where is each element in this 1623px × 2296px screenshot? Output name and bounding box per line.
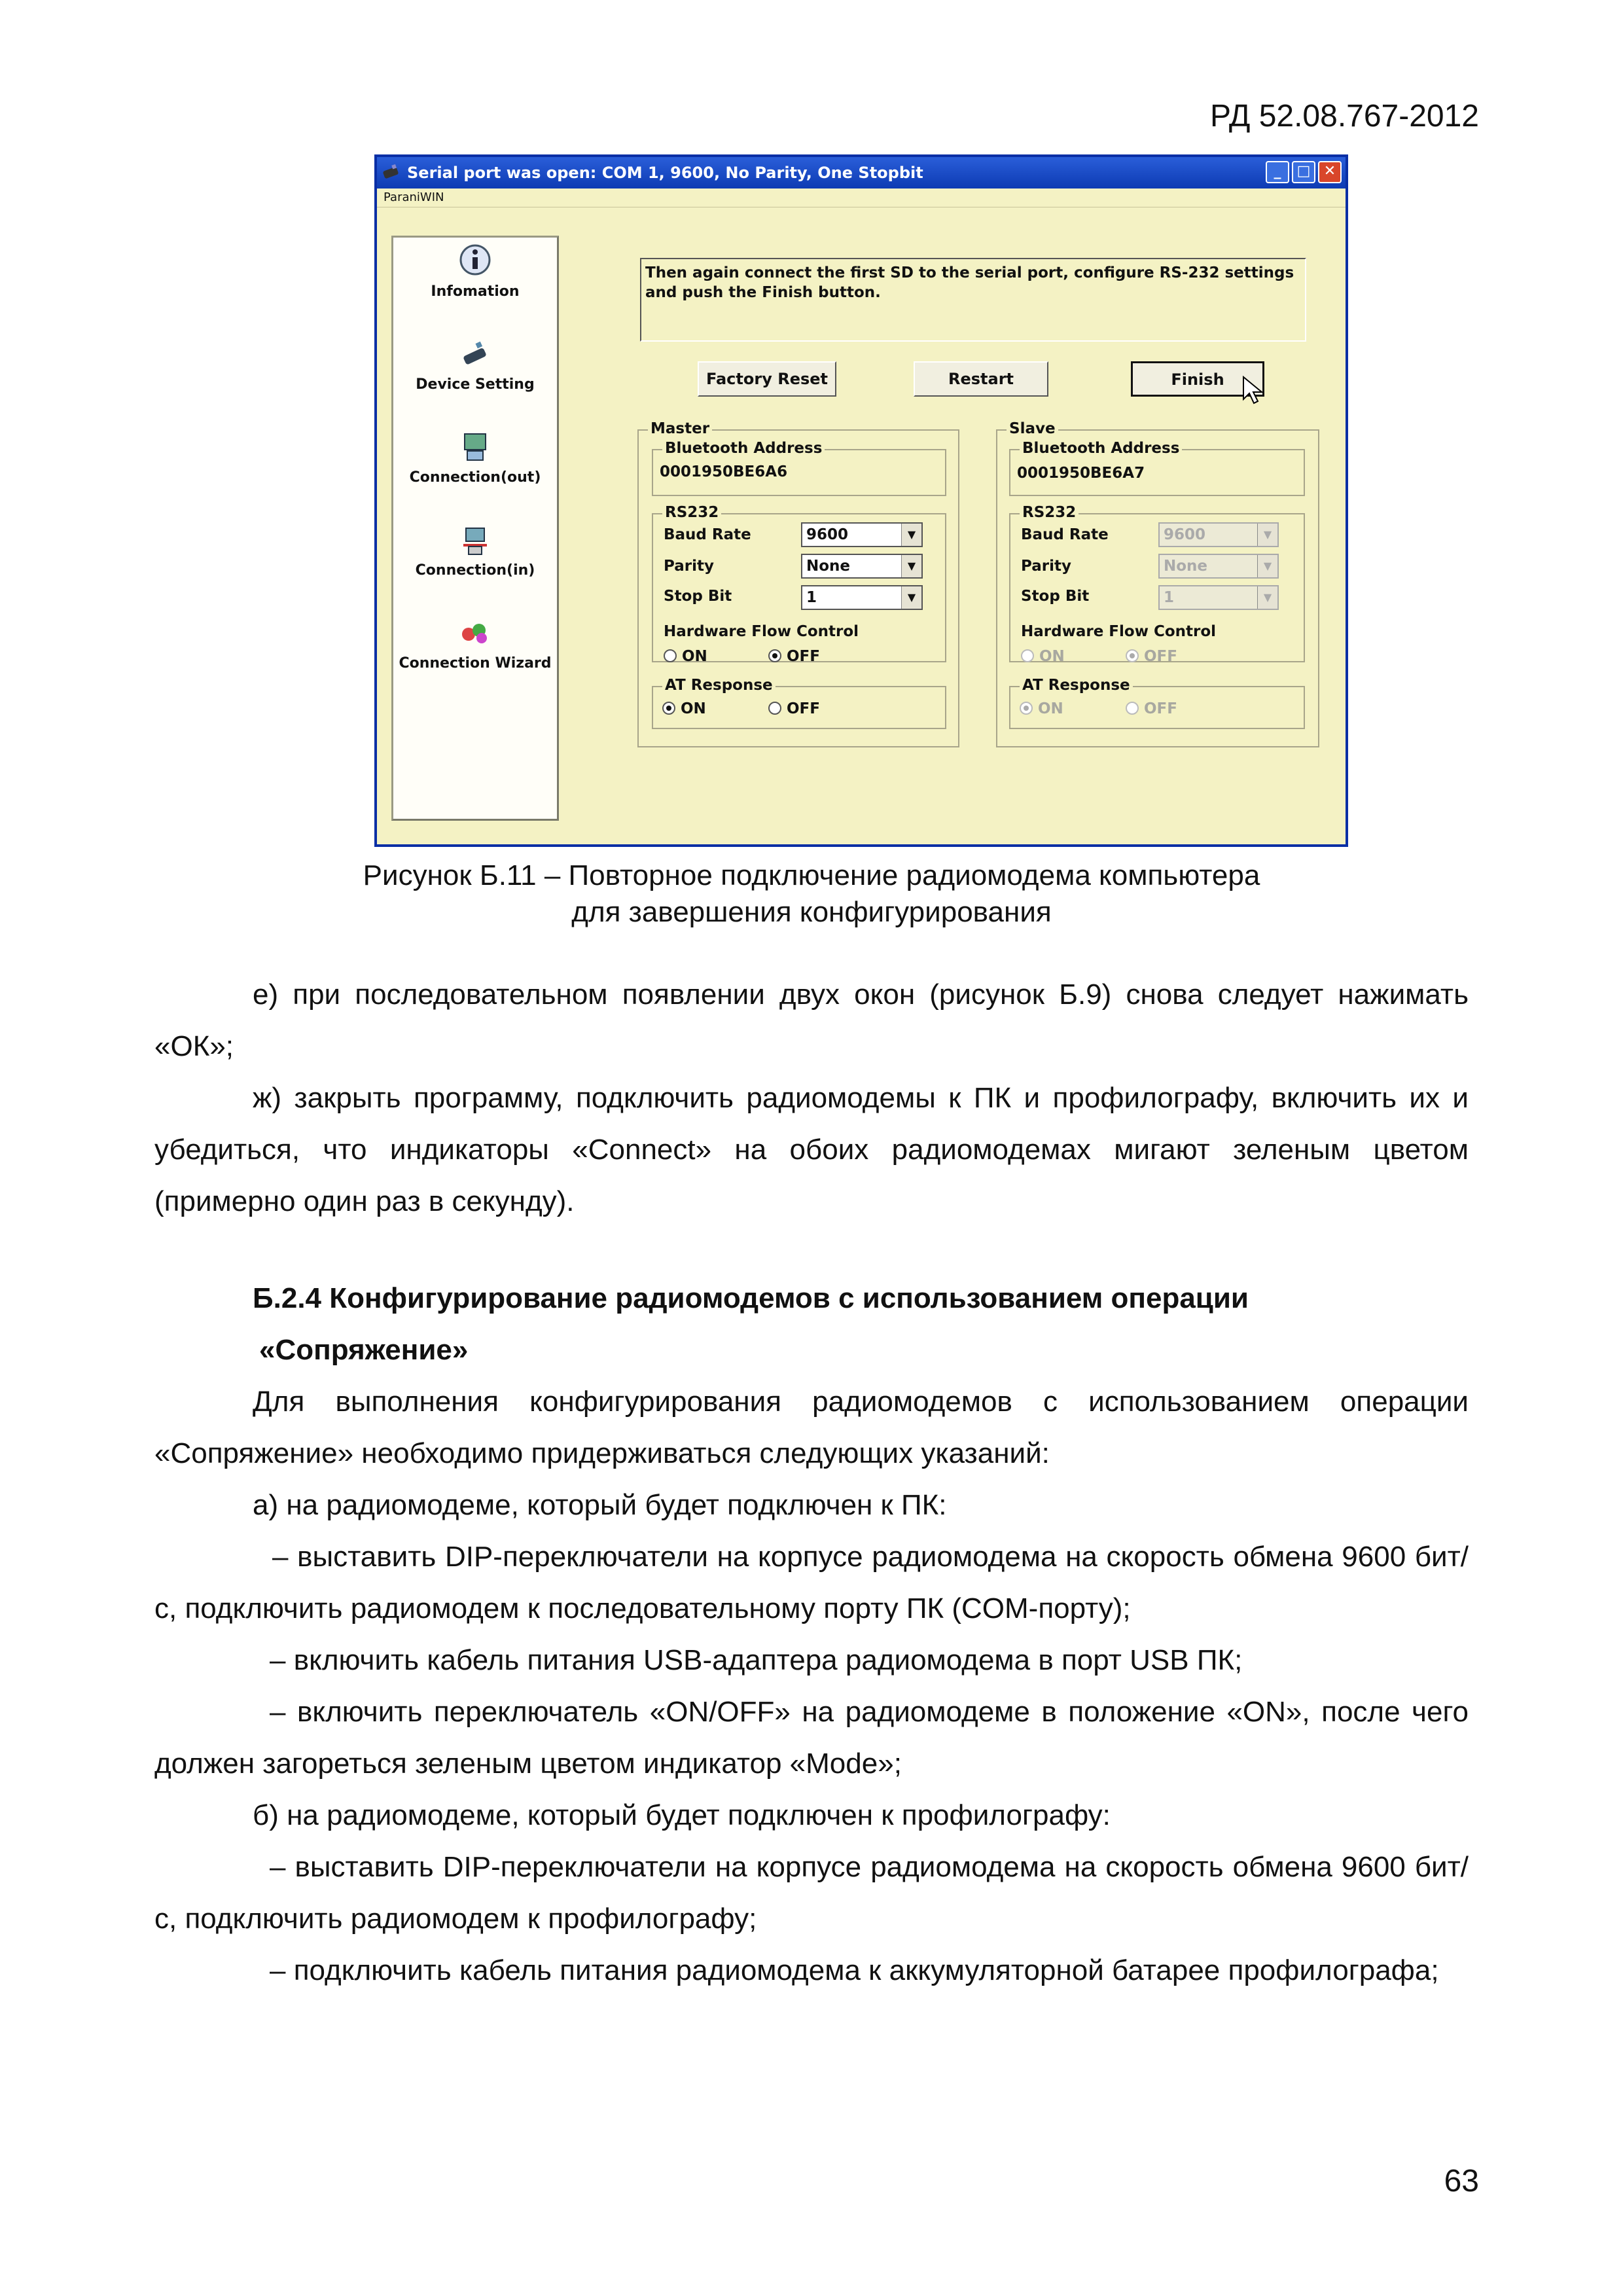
slave-baud-rate-select — [1158, 522, 1279, 547]
mouse-cursor-icon — [1242, 376, 1264, 404]
sidebar-item-label: Connection(in) — [415, 562, 535, 579]
master-rs232-group — [652, 504, 946, 665]
master-hfc-off-radio[interactable] — [768, 648, 820, 665]
slave-parity-select — [1158, 554, 1279, 579]
slave-hfc-off-radio — [1126, 648, 1177, 665]
stop-bit-label: Stop Bit — [664, 588, 732, 605]
close-button[interactable]: ✕ — [1318, 161, 1342, 183]
baud-rate-label: Baud Rate — [664, 526, 751, 543]
paragraph-zh: ж) закрыть программу, подключить радиомодемы к ПК и профилографу, включить их и убедиться, что индикаторы «Connect» на обоих радиомодемах мигают зеленым цветом (примерно один раз в секунду). — [154, 1082, 1469, 1217]
rs232-label: RS232 — [1020, 504, 1079, 521]
combo-value: 9600 — [806, 526, 849, 543]
master-group — [637, 420, 959, 747]
combo-value: None — [1164, 558, 1208, 575]
sidebar-item-label: Infomation — [431, 283, 520, 300]
sidebar-item-label: Device Setting — [416, 376, 535, 393]
info-icon — [457, 243, 493, 279]
master-hfc-on-radio[interactable] — [664, 648, 707, 665]
radio-dot — [1020, 702, 1033, 715]
stop-bit-label: Stop Bit — [1021, 588, 1090, 605]
sidebar-item-connection-in[interactable] — [393, 522, 557, 609]
radio-dot — [1126, 702, 1139, 715]
message-line: and push the Finish button. — [645, 284, 881, 301]
master-bt-address-group — [652, 440, 946, 496]
radio-dot — [768, 649, 781, 662]
chevron-down-icon[interactable]: ▼ — [901, 555, 921, 577]
radio-label: OFF — [787, 648, 820, 665]
radio-label: OFF — [1144, 700, 1177, 717]
master-parity-select[interactable] — [801, 554, 923, 579]
section-heading-line1: Б.2.4 Конфигурирование радиомодемов с использованием операции — [253, 1282, 1249, 1314]
slave-rs232-group — [1009, 504, 1305, 665]
radio-dot — [1021, 649, 1034, 662]
figure-caption-line1: Рисунок Б.11 – Повторное подключение радиомодема компьютера — [363, 859, 1260, 891]
parity-label: Parity — [664, 558, 714, 575]
radio-label: ON — [682, 648, 707, 665]
radio-dot — [768, 702, 781, 715]
chevron-down-icon[interactable]: ▼ — [901, 586, 921, 609]
bt-address-label: Bluetooth Address — [1020, 440, 1182, 457]
baud-rate-label: Baud Rate — [1021, 526, 1109, 543]
device-icon — [457, 336, 493, 372]
master-title: Master — [648, 420, 712, 437]
slave-at-on-radio — [1020, 700, 1063, 717]
paragraph-b-item2: – подключить кабель питания радиомодема к аккумуляторной батарее профилографа; — [270, 1954, 1439, 1986]
combo-value: 9600 — [1164, 526, 1206, 543]
wizard-icon — [457, 615, 493, 651]
slave-at-response-group — [1009, 677, 1305, 729]
window-titlebar[interactable] — [377, 157, 1346, 188]
paragraph-e: е) при последовательном появлении двух окон (рисунок Б.9) снова следует нажимать «ОК»; — [154, 978, 1469, 1062]
radio-label: ON — [1039, 648, 1065, 665]
chevron-down-icon[interactable]: ▼ — [901, 524, 921, 546]
chevron-down-icon: ▼ — [1257, 524, 1277, 546]
slave-hfc-on-radio — [1021, 648, 1065, 665]
connection-in-icon — [457, 522, 493, 558]
sidebar — [391, 236, 559, 821]
slave-title: Slave — [1007, 420, 1058, 437]
chevron-down-icon: ▼ — [1257, 586, 1277, 609]
radio-label: OFF — [1144, 648, 1177, 665]
slave-bt-address: 0001950BE6A7 — [1017, 465, 1145, 482]
sidebar-item-device-setting[interactable] — [393, 336, 557, 423]
radio-label: ON — [681, 700, 706, 717]
section-heading-line2: «Сопряжение» — [259, 1334, 469, 1366]
instruction-message — [640, 258, 1306, 342]
hardware-flow-control-label: Hardware Flow Control — [664, 623, 859, 640]
chevron-down-icon: ▼ — [1257, 555, 1277, 577]
slave-group — [996, 420, 1319, 747]
page-number: 63 — [1444, 2164, 1479, 2198]
sidebar-item-information[interactable] — [393, 243, 557, 331]
radio-dot — [662, 702, 675, 715]
sidebar-item-connection-wizard[interactable] — [393, 615, 557, 702]
master-at-on-radio[interactable] — [662, 700, 706, 717]
app-name-bar: ParaniWIN — [377, 188, 1346, 207]
bt-address-label: Bluetooth Address — [662, 440, 825, 457]
paragraph-b-item1: – выставить DIP-переключатели на корпусе радиомодема на скорость обмена 9600 бит/с, подключить радиомодем к профилографу; — [154, 1851, 1469, 1935]
slave-stop-bit-select — [1158, 585, 1279, 610]
master-stop-bit-select[interactable] — [801, 585, 923, 610]
paragraph-a: а) на радиомодеме, который будет подключен к ПК: — [253, 1489, 947, 1521]
parani-window — [374, 154, 1348, 847]
at-response-label: AT Response — [1020, 677, 1133, 694]
combo-value: 1 — [806, 589, 817, 606]
maximize-button[interactable]: □ — [1292, 161, 1315, 183]
hardware-flow-control-label: Hardware Flow Control — [1021, 623, 1217, 640]
master-baud-rate-select[interactable] — [801, 522, 923, 547]
rs232-label: RS232 — [662, 504, 721, 521]
sidebar-item-label: Connection Wizard — [399, 655, 552, 672]
at-response-label: AT Response — [662, 677, 776, 694]
radio-dot — [1126, 649, 1139, 662]
finish-button[interactable]: Finish — [1131, 361, 1264, 397]
minimize-button[interactable]: _ — [1266, 161, 1289, 183]
paragraph-a-item2: – включить кабель питания USB-адаптера радиомодема в порт USB ПК; — [270, 1644, 1243, 1676]
figure-caption-line2: для завершения конфигурирования — [571, 896, 1052, 928]
combo-value: None — [806, 558, 851, 575]
restart-button[interactable]: Restart — [914, 361, 1048, 397]
factory-reset-button[interactable]: Factory Reset — [698, 361, 836, 397]
paragraph-intro: Для выполнения конфигурирования радиомодемов с использованием операции «Сопряжение» необходимо придерживаться следующих указаний: — [154, 1386, 1469, 1469]
window-title: Serial port was open: COM 1, 9600, No Parity, One Stopbit — [407, 164, 923, 182]
app-icon — [382, 164, 402, 181]
paragraph-a-item1: – выставить DIP-переключатели на корпусе радиомодема на скорость обмена 9600 бит/с, подключить радиомодем к последовательному порту ПК (COM-порту); — [154, 1541, 1469, 1624]
connection-out-icon — [457, 429, 493, 465]
sidebar-item-label: Connection(out) — [409, 469, 541, 486]
parity-label: Parity — [1021, 558, 1071, 575]
master-bt-address: 0001950BE6A6 — [660, 463, 788, 480]
radio-dot — [664, 649, 677, 662]
radio-label: ON — [1038, 700, 1063, 717]
master-at-response-group — [652, 677, 946, 729]
paragraph-b: б) на радиомодеме, который будет подключен к профилографу: — [253, 1799, 1111, 1831]
slave-bt-address-group — [1009, 440, 1305, 496]
combo-value: 1 — [1164, 589, 1175, 606]
sidebar-item-connection-out[interactable] — [393, 429, 557, 516]
document-code: РД 52.08.767-2012 — [1210, 99, 1479, 134]
master-at-off-radio[interactable] — [768, 700, 820, 717]
radio-label: OFF — [787, 700, 820, 717]
paragraph-a-item3: – включить переключатель «ON/OFF» на радиомодеме в положение «ON», после чего должен загореться зеленым цветом индикатор «Mode»; — [154, 1696, 1469, 1780]
message-line: Then again connect the first SD to the serial port, configure RS-232 settings — [645, 264, 1294, 281]
slave-at-off-radio — [1126, 700, 1177, 717]
